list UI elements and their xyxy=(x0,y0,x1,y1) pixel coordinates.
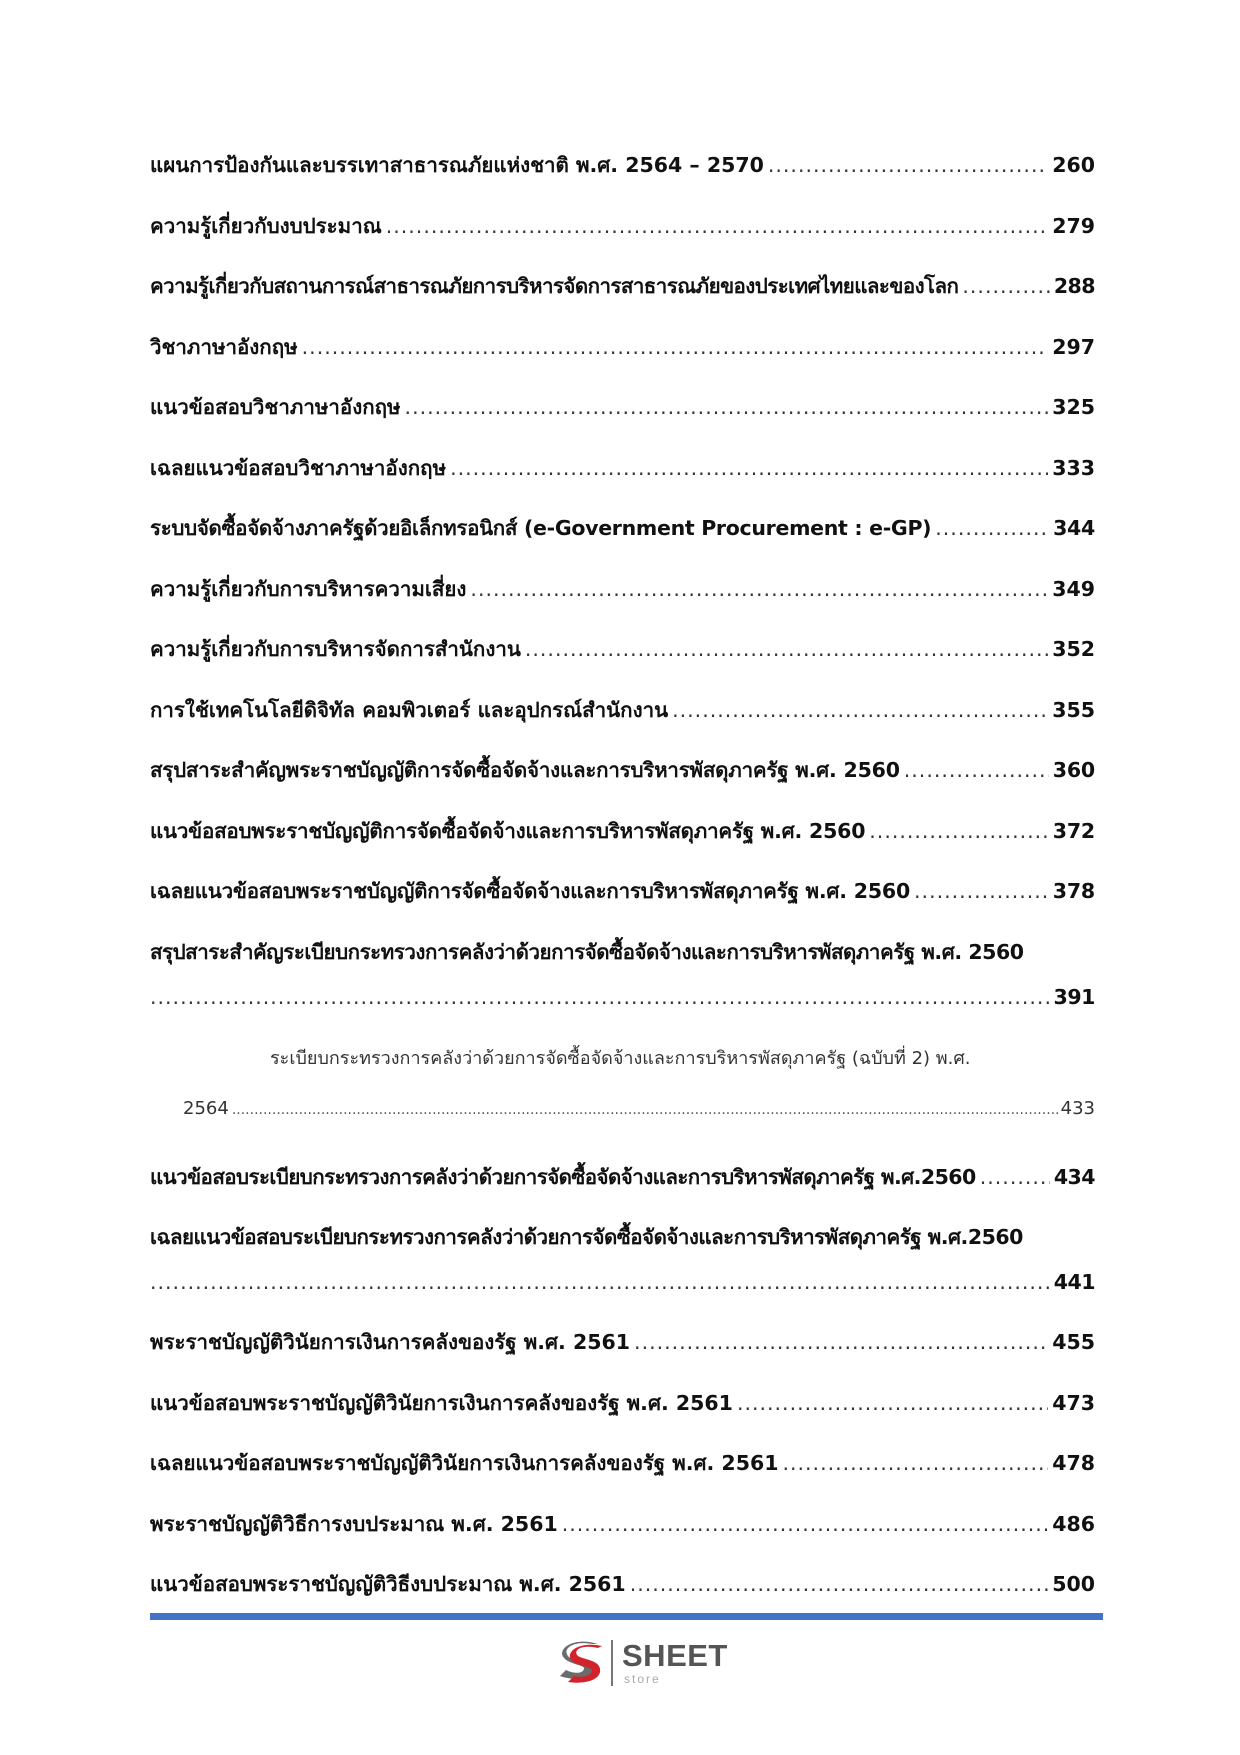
logo-divider xyxy=(611,1640,613,1686)
toc-entry-page: 279 xyxy=(1052,213,1095,238)
toc-entry-page: 260 xyxy=(1052,153,1095,177)
toc-entry[interactable] xyxy=(150,695,1095,756)
toc-entry-page: 325 xyxy=(1052,395,1095,419)
toc-entry[interactable] xyxy=(150,1448,1095,1509)
toc-entry-title: เฉลยแนวข้อสอบพระราชบัญญัติวินัยการเงินการคลังของรัฐ พ.ศ. 2561 xyxy=(150,1451,779,1475)
toc-entry-title: ความรู้เกี่ยวกับสถานการณ์สาธารณภัยการบริหารจัดการสาธารณภัยของประเทศไทยและของโลก xyxy=(150,274,959,298)
toc-entry-title: ความรู้เกี่ยวกับการบริหารความเสี่ยง xyxy=(150,576,467,601)
logo-wordmark: SHEET xyxy=(622,1638,728,1673)
toc-entry-page: 441 xyxy=(1053,1270,1095,1294)
toc-entry-title: ระบบจัดซื้อจัดจ้างภาครัฐด้วยอิเล็กทรอนิกส์ (e-Government Procurement : e-GP) xyxy=(150,516,932,540)
toc-leader-dots xyxy=(980,1162,1050,1192)
toc-leader-dots xyxy=(782,1448,1048,1478)
table-of-contents xyxy=(150,150,1095,1630)
toc-leader-dots xyxy=(737,1388,1048,1418)
toc-entry-title: แนวข้อสอบระเบียบกระทรวงการคลังว่าด้วยการจัดซื้อจัดจ้างและการบริหารพัสดุภาครัฐ พ.ศ.2560 xyxy=(150,1164,976,1189)
toc-leader-dots xyxy=(386,211,1048,241)
toc-entry-title: แนวข้อสอบพระราชบัญญัติการจัดซื้อจัดจ้างและการบริหารพัสดุภาครัฐ พ.ศ. 2560 xyxy=(150,818,866,843)
toc-entry-page: 333 xyxy=(1052,455,1095,480)
toc-entry-page: 360 xyxy=(1052,758,1095,782)
toc-leader-dots xyxy=(562,1509,1048,1539)
toc-entry-title: เฉลยแนวข้อสอบระเบียบกระทรวงการคลังว่าด้วยการจัดซื้อจัดจ้างและการบริหารพัสดุภาครัฐ พ.ศ.2560 xyxy=(150,1225,1023,1249)
toc-leader-dots xyxy=(470,574,1048,604)
toc-entry[interactable] xyxy=(150,1509,1095,1570)
toc-sub-entry[interactable] xyxy=(150,1042,1095,1162)
toc-entry[interactable] xyxy=(150,1327,1095,1388)
toc-entry-title: เฉลยแนวข้อสอบวิชาภาษาอังกฤษ xyxy=(150,455,447,480)
toc-entry[interactable] xyxy=(150,211,1095,272)
toc-entry-page: 288 xyxy=(1053,274,1095,298)
toc-entry-title: แผนการป้องกันและบรรเทาสาธารณภัยแห่งชาติ พ.ศ. 2564 – 2570 xyxy=(150,153,764,177)
toc-entry[interactable] xyxy=(150,816,1095,877)
toc-entry-page: 391 xyxy=(1053,984,1095,1009)
toc-entry-title: เฉลยแนวข้อสอบพระราชบัญญัติการจัดซื้อจัดจ้างและการบริหารพัสดุภาครัฐ พ.ศ. 2560 xyxy=(150,879,911,903)
toc-leader-dots xyxy=(672,695,1048,725)
toc-sub-entry-title-cont: 2564 xyxy=(183,1097,229,1119)
toc-leader-dots xyxy=(150,982,1050,1012)
toc-entry-page: 473 xyxy=(1052,1390,1095,1415)
toc-entry[interactable] xyxy=(150,1162,1095,1223)
toc-leader-dots xyxy=(768,150,1048,180)
toc-entry-wrapped[interactable] xyxy=(150,937,1095,1012)
toc-entry[interactable] xyxy=(150,513,1095,574)
toc-leader-dots xyxy=(405,392,1049,422)
toc-leader-dots xyxy=(904,755,1049,785)
toc-entry-page: 378 xyxy=(1052,879,1095,903)
logo-s-red xyxy=(568,1645,602,1683)
toc-entry[interactable] xyxy=(150,1569,1095,1630)
toc-sub-entry-page: 433 xyxy=(1060,1097,1095,1119)
toc-entry-page: 297 xyxy=(1052,334,1095,359)
toc-entry-title: แนวข้อสอบวิชาภาษาอังกฤษ xyxy=(150,395,401,419)
toc-entry-title: พระราชบัญญัติวินัยการเงินการคลังของรัฐ พ.ศ. 2561 xyxy=(150,1330,631,1354)
toc-sub-entry-title: ระเบียบกระทรวงการคลังว่าด้วยการจัดซื้อจัดจ้างและการบริหารพัสดุภาครัฐ (ฉบับที่ 2) พ.ศ. xyxy=(270,1047,971,1069)
toc-entry-title: แนวข้อสอบพระราชบัญญัติวินัยการเงินการคลังของรัฐ พ.ศ. 2561 xyxy=(150,1390,733,1415)
toc-leader-dots xyxy=(962,271,1049,301)
toc-leader-dots xyxy=(634,1327,1048,1357)
toc-entry[interactable] xyxy=(150,453,1095,514)
toc-entry[interactable] xyxy=(150,1388,1095,1449)
toc-entry-page: 500 xyxy=(1052,1572,1095,1596)
toc-entry-page: 478 xyxy=(1052,1451,1095,1475)
toc-entry-page: 434 xyxy=(1053,1164,1095,1189)
toc-entry-title: ความรู้เกี่ยวกับการบริหารจัดการสำนักงาน xyxy=(150,637,521,661)
logo-subtitle: store xyxy=(624,1672,661,1686)
toc-entry-title: วิชาภาษาอังกฤษ xyxy=(150,334,298,359)
toc-leader-dots xyxy=(935,513,1049,543)
toc-entry[interactable] xyxy=(150,392,1095,453)
toc-entry[interactable] xyxy=(150,332,1095,393)
toc-entry-wrapped[interactable] xyxy=(150,1222,1095,1297)
toc-entry-title: สรุปสาระสำคัญระเบียบกระทรวงการคลังว่าด้วยการจัดซื้อจัดจ้างและการบริหารพัสดุภาครัฐ พ.ศ. 2560 xyxy=(150,939,1024,964)
toc-leader-dots xyxy=(450,453,1048,483)
toc-entry[interactable] xyxy=(150,876,1095,937)
toc-entry-title: พระราชบัญญัติวิธีการงบประมาณ พ.ศ. 2561 xyxy=(150,1511,558,1536)
toc-leader-dots xyxy=(232,1102,1058,1128)
toc-entry[interactable] xyxy=(150,150,1095,211)
toc-leader-dots xyxy=(914,876,1049,906)
toc-leader-dots xyxy=(302,332,1049,362)
toc-entry[interactable] xyxy=(150,574,1095,635)
toc-leader-dots xyxy=(150,1267,1050,1297)
toc-entry-title: แนวข้อสอบพระราชบัญญัติวิธีงบประมาณ พ.ศ. 2561 xyxy=(150,1572,626,1596)
toc-leader-dots xyxy=(869,816,1049,846)
toc-entry-page: 355 xyxy=(1052,697,1095,722)
toc-leader-dots xyxy=(630,1569,1049,1599)
toc-entry[interactable] xyxy=(150,755,1095,816)
toc-entry-title: ความรู้เกี่ยวกับงบประมาณ xyxy=(150,213,382,238)
toc-leader-dots xyxy=(525,634,1048,664)
toc-entry-page: 344 xyxy=(1053,516,1095,540)
toc-entry-page: 352 xyxy=(1052,637,1095,661)
toc-entry-page: 486 xyxy=(1052,1511,1095,1536)
toc-entry-page: 372 xyxy=(1052,818,1095,843)
toc-entry-page: 349 xyxy=(1052,576,1095,601)
toc-entry-title: การใช้เทคโนโลยีดิจิทัล คอมพิวเตอร์ และอุปกรณ์สำนักงาน xyxy=(150,697,669,722)
toc-entry-title: สรุปสาระสำคัญพระราชบัญญัติการจัดซื้อจัดจ้างและการบริหารพัสดุภาครัฐ พ.ศ. 2560 xyxy=(150,758,900,782)
toc-entry-page: 455 xyxy=(1052,1330,1095,1354)
toc-entry[interactable] xyxy=(150,271,1095,332)
toc-entry[interactable] xyxy=(150,634,1095,695)
footer-rule xyxy=(150,1613,1103,1620)
